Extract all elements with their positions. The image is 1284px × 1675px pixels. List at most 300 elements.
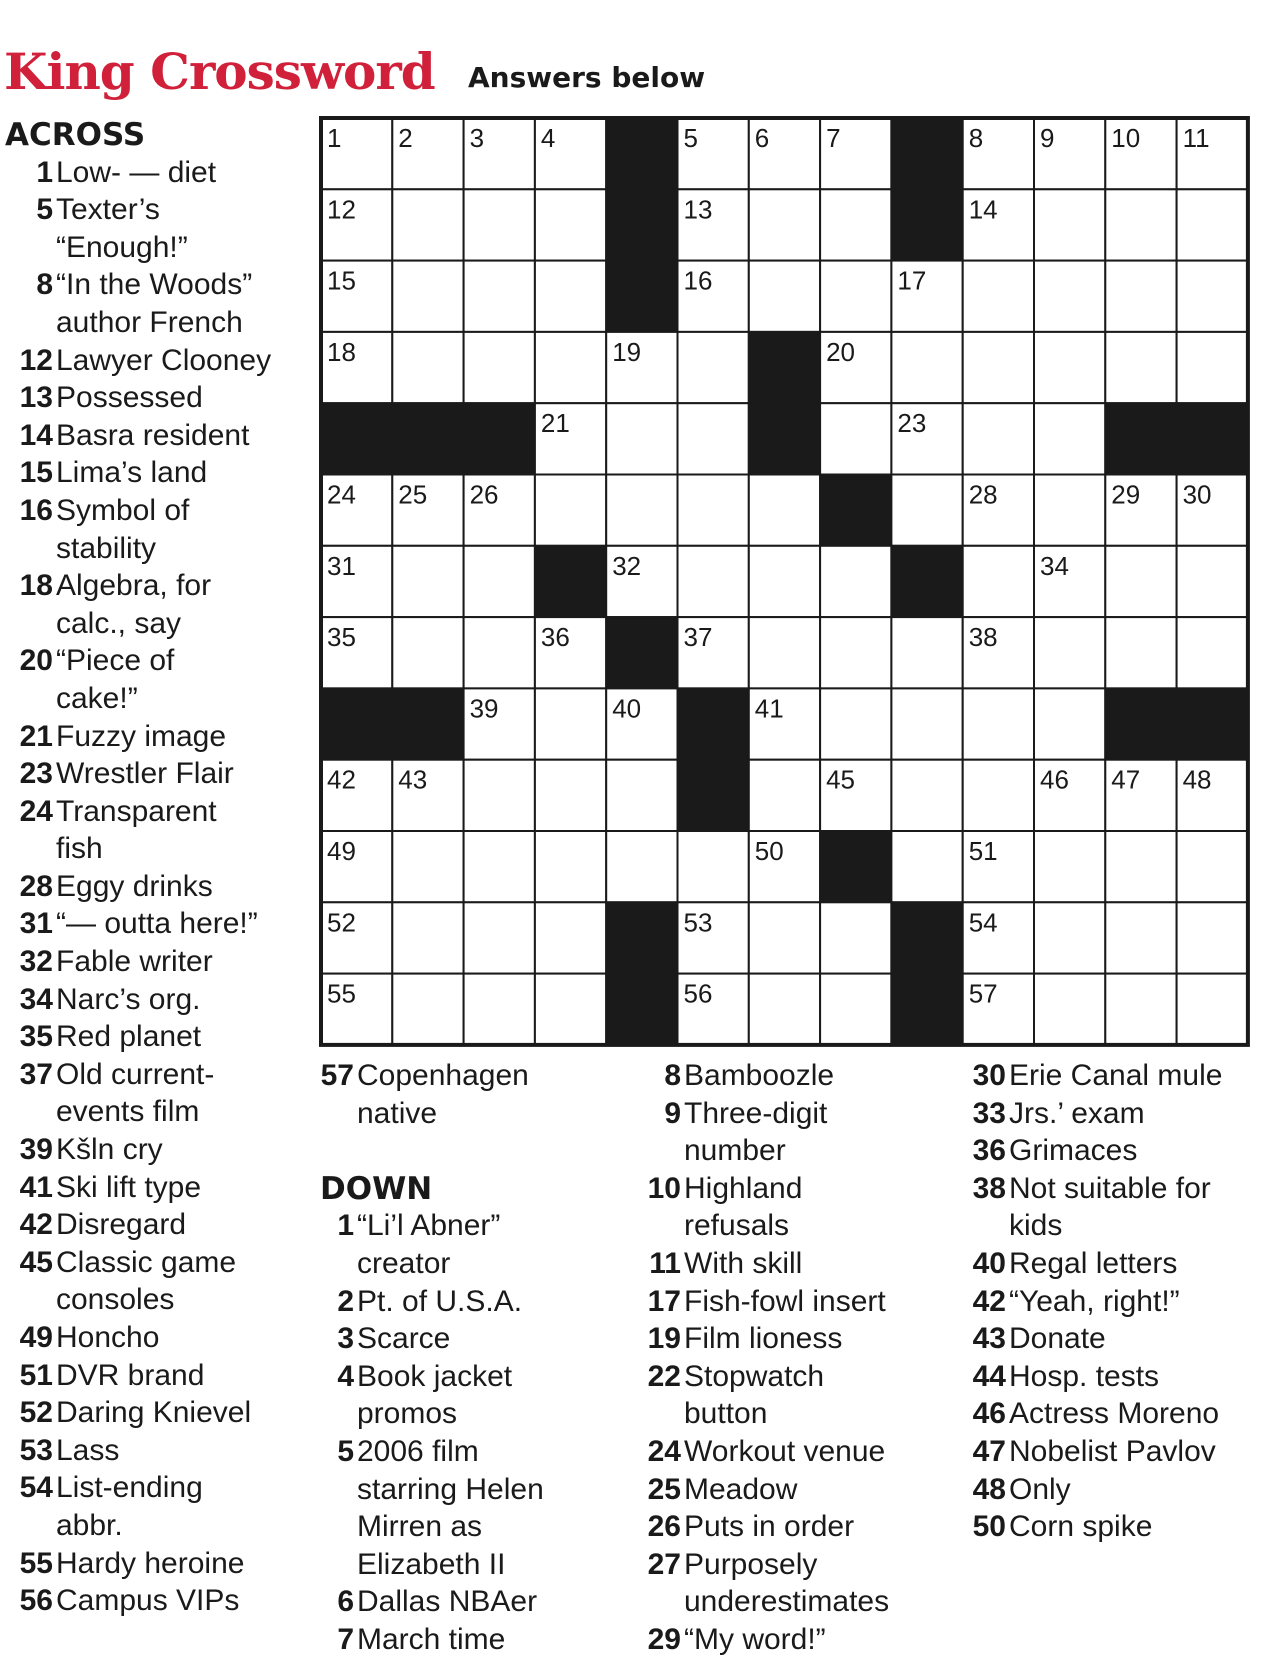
clue-text: Basra resident xyxy=(56,418,250,452)
clue-text: List-ending abbr. xyxy=(56,1471,203,1542)
across-clue-55[interactable] xyxy=(5,1545,305,1583)
across-clue-51[interactable] xyxy=(5,1357,305,1395)
answer-cell[interactable] xyxy=(1105,189,1176,260)
cell-number: 15 xyxy=(327,265,356,296)
clue-text: Jrs.’ exam xyxy=(1009,1096,1145,1130)
black-square xyxy=(606,902,677,973)
clue-text: Kšln cry xyxy=(56,1133,163,1167)
across-clue-12[interactable] xyxy=(5,342,305,380)
black-square xyxy=(891,974,962,1045)
clue-number: 41 xyxy=(19,1170,53,1204)
down-clue-30[interactable] xyxy=(958,1057,1284,1095)
cell-number: 36 xyxy=(540,622,570,653)
answer-cell[interactable] xyxy=(535,189,606,260)
clue-text: Workout venue xyxy=(684,1434,886,1468)
cell-number: 2 xyxy=(398,123,413,153)
clue-text: Fable writer xyxy=(56,945,213,979)
black-square xyxy=(606,974,677,1045)
cell-number: 32 xyxy=(612,550,642,581)
down-clue-6[interactable] xyxy=(320,1583,640,1621)
across-clue-5[interactable] xyxy=(5,191,305,266)
across-clue-42[interactable] xyxy=(5,1206,305,1244)
clue-number: 57 xyxy=(320,1059,354,1092)
cell-number: 31 xyxy=(327,550,356,581)
answer-cell[interactable] xyxy=(891,688,962,759)
cell-number: 24 xyxy=(327,479,356,510)
answer-cell[interactable] xyxy=(392,831,463,902)
answer-cell[interactable] xyxy=(464,617,535,688)
clue-text: Transparent fish xyxy=(56,794,217,866)
answer-cell[interactable] xyxy=(1034,902,1105,973)
answer-cell[interactable] xyxy=(606,760,677,831)
clue-number: 4 xyxy=(337,1359,354,1393)
down-clue-11[interactable] xyxy=(641,1245,961,1283)
clue-text: Grimaces xyxy=(1009,1134,1138,1168)
answer-cell[interactable] xyxy=(749,546,820,617)
answer-cell[interactable] xyxy=(1105,332,1176,403)
across-clue-14[interactable] xyxy=(5,417,305,455)
answer-cell[interactable] xyxy=(392,546,463,617)
down-clue-2[interactable] xyxy=(320,1283,640,1321)
clue-number: 46 xyxy=(972,1397,1006,1431)
cell-number: 57 xyxy=(968,978,998,1009)
cell-number: 48 xyxy=(1182,764,1212,795)
clue-number: 1 xyxy=(36,155,53,189)
down-clue-26[interactable] xyxy=(641,1508,961,1546)
answer-cell[interactable] xyxy=(392,974,463,1045)
down-clue-46[interactable] xyxy=(958,1395,1284,1433)
clue-text: “My word!” xyxy=(684,1622,826,1656)
clue-number: 5 xyxy=(36,193,53,227)
answer-cell[interactable] xyxy=(392,332,463,403)
clue-text: Scarce xyxy=(357,1322,451,1356)
clue-number: 25 xyxy=(647,1472,681,1506)
answer-cell[interactable] xyxy=(1177,831,1248,902)
black-square xyxy=(820,831,891,902)
cell-number: 7 xyxy=(826,123,841,153)
answer-cell[interactable] xyxy=(464,974,535,1045)
clue-text: Old current- events film xyxy=(56,1057,215,1129)
answer-cell[interactable] xyxy=(820,546,891,617)
down-clues-column-2 xyxy=(641,1057,961,1659)
answer-cell[interactable] xyxy=(678,475,749,546)
down-clue-50[interactable] xyxy=(958,1508,1284,1546)
clue-number: 8 xyxy=(36,268,53,302)
cell-number: 19 xyxy=(612,336,642,367)
cell-number: 37 xyxy=(683,622,713,653)
answer-cell[interactable] xyxy=(963,332,1034,403)
clue-number: 31 xyxy=(19,907,53,941)
down-clue-47[interactable] xyxy=(958,1433,1284,1471)
clue-number: 35 xyxy=(19,1020,53,1054)
answer-cell[interactable] xyxy=(820,974,891,1045)
answer-cell[interactable] xyxy=(535,688,606,759)
cell-number: 41 xyxy=(754,693,784,724)
answer-cell[interactable] xyxy=(749,974,820,1045)
cell-number: 39 xyxy=(469,693,499,724)
cell-number: 26 xyxy=(469,479,499,510)
answer-cell[interactable] xyxy=(464,902,535,973)
clue-text: 2006 film starring Helen Mirren as Elizabeth II xyxy=(357,1434,544,1581)
clue-text: Red planet xyxy=(56,1020,202,1054)
clue-text: Stopwatch button xyxy=(684,1359,825,1431)
down-clue-3[interactable] xyxy=(320,1320,640,1358)
clue-text: Erie Canal mule xyxy=(1009,1059,1223,1092)
clue-text: Puts in order xyxy=(684,1510,855,1544)
answer-cell[interactable] xyxy=(820,617,891,688)
answer-cell[interactable] xyxy=(535,974,606,1045)
cell-number: 9 xyxy=(1040,123,1055,153)
black-square xyxy=(891,118,962,189)
answer-cell[interactable] xyxy=(535,760,606,831)
answer-cell[interactable] xyxy=(464,546,535,617)
answer-cell[interactable] xyxy=(820,403,891,474)
clue-text: Disregard xyxy=(56,1208,187,1242)
cell-number: 56 xyxy=(683,978,713,1009)
across-clue-31[interactable] xyxy=(5,905,305,943)
answer-cell[interactable] xyxy=(1034,403,1105,474)
answer-cell[interactable] xyxy=(820,189,891,260)
black-square xyxy=(392,688,463,759)
across-clue-24[interactable] xyxy=(5,793,305,868)
clue-text: Ski lift type xyxy=(56,1170,202,1204)
clue-number: 40 xyxy=(972,1246,1006,1280)
page-title: King Crossword xyxy=(4,42,435,101)
clue-text: Regal letters xyxy=(1009,1246,1178,1280)
clue-number: 1 xyxy=(337,1209,354,1243)
answer-cell[interactable] xyxy=(963,688,1034,759)
cell-number: 1 xyxy=(327,123,342,153)
answer-cell[interactable] xyxy=(1177,189,1248,260)
answer-cell[interactable] xyxy=(749,902,820,973)
answer-cell[interactable] xyxy=(963,403,1034,474)
answer-cell[interactable] xyxy=(1034,475,1105,546)
across-clue-41[interactable] xyxy=(5,1169,305,1207)
clue-text: Narc’s org. xyxy=(56,982,201,1016)
clue-number: 12 xyxy=(19,343,53,377)
clue-number: 54 xyxy=(19,1471,53,1505)
answer-cell[interactable] xyxy=(749,189,820,260)
answer-cell[interactable] xyxy=(963,261,1034,332)
across-clue-23[interactable] xyxy=(5,755,305,793)
clue-text: Corn spike xyxy=(1009,1510,1153,1544)
black-square xyxy=(891,902,962,973)
across-clue-15[interactable] xyxy=(5,454,305,492)
answer-cell[interactable] xyxy=(464,189,535,260)
answer-cell[interactable] xyxy=(1105,902,1176,973)
answer-cell[interactable] xyxy=(606,831,677,902)
across-clue-16[interactable] xyxy=(5,492,305,567)
across-clue-39[interactable] xyxy=(5,1131,305,1169)
answer-cell[interactable] xyxy=(963,546,1034,617)
answer-cell[interactable] xyxy=(891,831,962,902)
across-clue-32[interactable] xyxy=(5,943,305,981)
clue-number: 36 xyxy=(972,1134,1006,1168)
cell-number: 14 xyxy=(968,194,998,225)
down-clue-10[interactable] xyxy=(641,1170,961,1245)
black-square xyxy=(1105,688,1176,759)
cell-number: 54 xyxy=(968,907,998,938)
cell-number: 45 xyxy=(826,764,856,795)
across-clue-28[interactable] xyxy=(5,868,305,906)
answer-cell[interactable] xyxy=(464,831,535,902)
cell-number: 44 xyxy=(683,764,713,795)
answer-cell[interactable] xyxy=(678,332,749,403)
clue-text: Only xyxy=(1009,1472,1071,1506)
answer-cell[interactable] xyxy=(1177,617,1248,688)
answer-cell[interactable] xyxy=(1177,902,1248,973)
down-clue-27[interactable] xyxy=(641,1546,961,1621)
down-clue-48[interactable] xyxy=(958,1471,1284,1509)
down-clue-44[interactable] xyxy=(958,1358,1284,1396)
clue-text: Low- — diet xyxy=(56,155,217,189)
clue-number: 52 xyxy=(19,1396,53,1430)
answer-cell[interactable] xyxy=(535,332,606,403)
clue-number: 43 xyxy=(972,1322,1006,1356)
across-clue-57[interactable] xyxy=(320,1057,640,1132)
clue-number: 6 xyxy=(337,1585,354,1619)
clue-text: “Li’l Abner” creator xyxy=(357,1209,501,1280)
clue-text: Campus VIPs xyxy=(56,1584,240,1618)
black-square xyxy=(606,261,677,332)
answer-cell[interactable] xyxy=(678,831,749,902)
clue-number: 53 xyxy=(19,1433,53,1467)
down-clue-19[interactable] xyxy=(641,1320,961,1358)
across-heading: ACROSS xyxy=(5,117,146,153)
clue-number: 14 xyxy=(19,418,53,452)
answer-cell[interactable] xyxy=(392,902,463,973)
answer-cell[interactable] xyxy=(464,760,535,831)
answer-cell[interactable] xyxy=(820,902,891,973)
cell-number: 17 xyxy=(897,265,927,296)
answer-cell[interactable] xyxy=(1105,831,1176,902)
answer-cell[interactable] xyxy=(535,831,606,902)
answer-cell[interactable] xyxy=(535,261,606,332)
down-clue-5[interactable] xyxy=(320,1433,640,1583)
clue-number: 29 xyxy=(647,1622,681,1656)
answer-cell[interactable] xyxy=(1105,261,1176,332)
answer-cell[interactable] xyxy=(1177,974,1248,1045)
down-clue-24[interactable] xyxy=(641,1433,961,1471)
clue-number: 20 xyxy=(19,644,53,678)
across-clues-column xyxy=(5,116,305,1620)
clue-text: Meadow xyxy=(684,1472,798,1506)
down-clue-9[interactable] xyxy=(641,1095,961,1170)
cell-number: 29 xyxy=(1111,479,1141,510)
across-clue-53[interactable] xyxy=(5,1432,305,1470)
answer-cell[interactable] xyxy=(1177,261,1248,332)
down-clue-36[interactable] xyxy=(958,1132,1284,1170)
clue-number: 19 xyxy=(647,1322,681,1356)
answer-cell[interactable] xyxy=(749,475,820,546)
clue-text: “Piece of cake!” xyxy=(56,644,175,715)
clue-number: 16 xyxy=(19,493,53,527)
answer-cell[interactable] xyxy=(963,760,1034,831)
answer-cell[interactable] xyxy=(1034,831,1105,902)
clue-number: 26 xyxy=(647,1510,681,1544)
answer-cell[interactable] xyxy=(392,617,463,688)
across-clue-34[interactable] xyxy=(5,981,305,1019)
cell-number: 30 xyxy=(1182,479,1212,510)
clue-number: 28 xyxy=(19,869,53,903)
cell-number: 47 xyxy=(1111,764,1141,795)
clue-text: Highland refusals xyxy=(684,1171,803,1243)
across-clue-21[interactable] xyxy=(5,718,305,756)
clue-number: 44 xyxy=(972,1359,1006,1393)
answer-cell[interactable] xyxy=(820,261,891,332)
clue-text: Fuzzy image xyxy=(56,719,227,753)
answer-cell[interactable] xyxy=(464,332,535,403)
clue-text: Wrestler Flair xyxy=(56,757,234,791)
clue-text: DVR brand xyxy=(56,1358,205,1392)
answer-cell[interactable] xyxy=(1105,617,1176,688)
across-clue-56[interactable] xyxy=(5,1582,305,1620)
clue-number: 56 xyxy=(19,1584,53,1618)
black-square xyxy=(1177,403,1248,474)
down-heading: DOWN xyxy=(320,1170,433,1207)
clue-number: 7 xyxy=(337,1622,354,1656)
answer-cell[interactable] xyxy=(749,261,820,332)
answer-cell[interactable] xyxy=(891,760,962,831)
cell-number: 53 xyxy=(683,907,713,938)
down-clue-8[interactable] xyxy=(641,1057,961,1095)
down-clue-4[interactable] xyxy=(320,1358,640,1433)
cell-number: 23 xyxy=(897,408,927,439)
answer-cell[interactable] xyxy=(749,617,820,688)
clue-number: 3 xyxy=(337,1322,354,1356)
answer-cell[interactable] xyxy=(678,546,749,617)
answer-cell[interactable] xyxy=(606,475,677,546)
black-square xyxy=(891,189,962,260)
clue-number: 49 xyxy=(19,1321,53,1354)
clue-text: Symbol of stability xyxy=(56,493,190,565)
black-square xyxy=(749,332,820,403)
answer-cell[interactable] xyxy=(392,261,463,332)
clue-number: 24 xyxy=(647,1434,681,1468)
answer-cell[interactable] xyxy=(1177,546,1248,617)
down-clue-43[interactable] xyxy=(958,1320,1284,1358)
clue-number: 38 xyxy=(972,1171,1006,1205)
cell-number: 16 xyxy=(683,265,713,296)
answer-cell[interactable] xyxy=(392,189,463,260)
down-clue-40[interactable] xyxy=(958,1245,1284,1283)
answers-note: Answers below xyxy=(468,61,706,94)
cell-number: 40 xyxy=(612,693,642,724)
down-clue-17[interactable] xyxy=(641,1283,961,1321)
cell-number: 28 xyxy=(968,479,998,510)
down-clues-column-1 xyxy=(320,1057,640,1659)
clue-text: Actress Moreno xyxy=(1009,1397,1220,1431)
cell-number: 20 xyxy=(826,336,856,367)
clue-number: 39 xyxy=(19,1133,53,1167)
across-clue-49[interactable] xyxy=(5,1319,305,1357)
down-clue-22[interactable] xyxy=(641,1358,961,1433)
clue-number: 33 xyxy=(972,1096,1006,1130)
header xyxy=(0,34,1284,104)
answer-cell[interactable] xyxy=(535,475,606,546)
across-clue-20[interactable] xyxy=(5,642,305,717)
clue-number: 22 xyxy=(647,1359,681,1393)
answer-cell[interactable] xyxy=(749,760,820,831)
clue-text: Donate xyxy=(1009,1322,1106,1356)
clue-text: Algebra, for calc., say xyxy=(56,569,212,640)
answer-cell[interactable] xyxy=(1105,546,1176,617)
answer-cell[interactable] xyxy=(820,688,891,759)
clue-text: Not suitable for kids xyxy=(1009,1171,1211,1243)
black-square xyxy=(1105,403,1176,474)
across-clue-35[interactable] xyxy=(5,1018,305,1056)
answer-cell[interactable] xyxy=(1034,688,1105,759)
across-clue-8[interactable] xyxy=(5,266,305,341)
across-clue-52[interactable] xyxy=(5,1394,305,1432)
clue-number: 45 xyxy=(19,1245,53,1279)
cell-number: 21 xyxy=(540,408,570,439)
answer-cell[interactable] xyxy=(1034,189,1105,260)
black-square xyxy=(321,688,392,759)
answer-cell[interactable] xyxy=(1105,974,1176,1045)
answer-cell[interactable] xyxy=(1034,332,1105,403)
clue-number: 24 xyxy=(19,794,53,828)
clue-text: Bamboozle xyxy=(684,1059,835,1092)
across-clue-18[interactable] xyxy=(5,567,305,642)
cell-number: 55 xyxy=(327,978,356,1009)
cell-number: 35 xyxy=(327,622,356,653)
answer-cell[interactable] xyxy=(891,475,962,546)
clue-text: Fish-fowl insert xyxy=(684,1284,886,1318)
down-clue-42[interactable] xyxy=(958,1283,1284,1321)
cell-number: 18 xyxy=(327,336,356,367)
answer-cell[interactable] xyxy=(464,261,535,332)
down-clue-29[interactable] xyxy=(641,1621,961,1659)
clue-number: 42 xyxy=(19,1208,53,1242)
answer-cell[interactable] xyxy=(1034,617,1105,688)
black-square xyxy=(535,546,606,617)
black-square xyxy=(606,118,677,189)
across-clue-37[interactable] xyxy=(5,1056,305,1131)
clue-text: Texter’s “Enough!” xyxy=(56,193,188,264)
black-square xyxy=(678,688,749,759)
clue-text: Honcho xyxy=(56,1321,160,1354)
clue-number: 21 xyxy=(19,719,53,753)
across-clue-1[interactable] xyxy=(5,154,305,192)
answer-cell[interactable] xyxy=(606,403,677,474)
down-clue-38[interactable] xyxy=(958,1170,1284,1245)
answer-cell[interactable] xyxy=(678,403,749,474)
cell-number: 43 xyxy=(398,764,428,795)
across-clue-45[interactable] xyxy=(5,1244,305,1319)
clue-number: 11 xyxy=(649,1246,681,1280)
across-clue-54[interactable] xyxy=(5,1469,305,1544)
clue-text: Hardy heroine xyxy=(56,1546,245,1580)
cell-number: 25 xyxy=(398,479,428,510)
answer-cell[interactable] xyxy=(1034,974,1105,1045)
clue-text: Dallas NBAer xyxy=(357,1585,538,1619)
down-clue-33[interactable] xyxy=(958,1095,1284,1133)
across-clue-13[interactable] xyxy=(5,379,305,417)
clue-number: 50 xyxy=(972,1510,1006,1544)
down-clue-25[interactable] xyxy=(641,1471,961,1509)
answer-cell[interactable] xyxy=(891,332,962,403)
answer-cell[interactable] xyxy=(1177,332,1248,403)
clue-number: 10 xyxy=(647,1171,681,1205)
answer-cell[interactable] xyxy=(891,617,962,688)
cell-number: 27 xyxy=(826,479,856,510)
down-clue-7[interactable] xyxy=(320,1621,640,1659)
down-clue-1[interactable] xyxy=(320,1207,640,1282)
answer-cell[interactable] xyxy=(535,902,606,973)
answer-cell[interactable] xyxy=(1034,261,1105,332)
black-square xyxy=(464,403,535,474)
